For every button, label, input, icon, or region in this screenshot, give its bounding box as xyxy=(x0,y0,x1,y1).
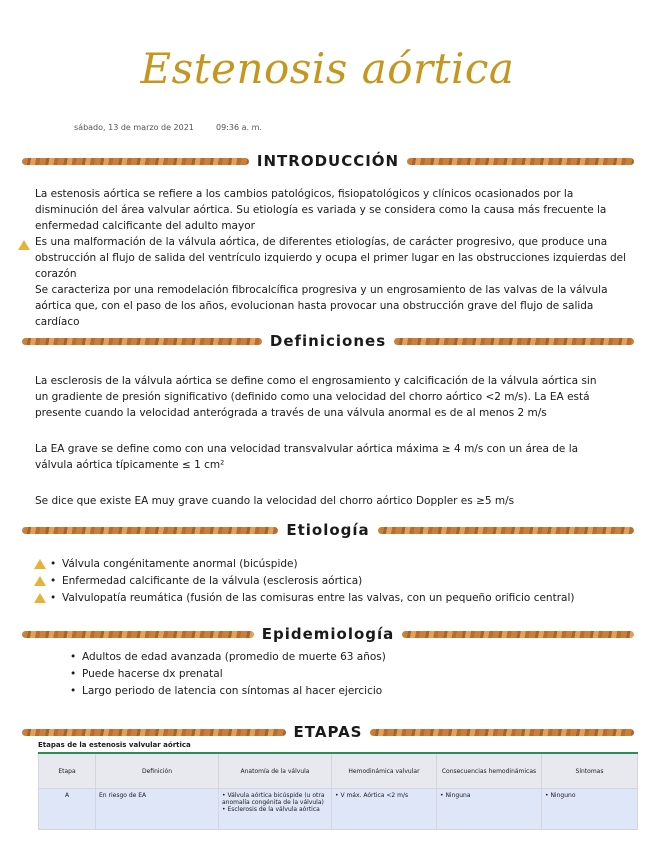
list-item: • Puede hacerse dx prenatal xyxy=(70,666,386,683)
brush-stroke-left xyxy=(22,729,286,736)
page-title: Estenosis aórtica xyxy=(140,44,515,93)
brush-stroke-right xyxy=(370,729,634,736)
brush-stroke-right xyxy=(407,158,634,165)
brush-stroke-right xyxy=(402,631,634,638)
section-heading-definiciones xyxy=(22,329,634,353)
section-title: Etiología xyxy=(286,521,370,539)
section-title: Epidemiología xyxy=(261,625,395,643)
table-cell: • Ninguna xyxy=(437,789,542,830)
warning-icon xyxy=(34,559,46,569)
table-cell: A xyxy=(39,789,96,830)
brush-stroke-left xyxy=(22,631,254,638)
warning-icon xyxy=(18,240,30,250)
column-header: Anatomía de la válvula xyxy=(219,753,332,789)
note-date: sábado, 13 de marzo de 2021 xyxy=(74,123,194,132)
intro-paragraph: La estenosis aórtica se refiere a los cambios patológicos, fisiopatológicos y clínicos ocasionados por la disminución del área valvular aórtica. Su etiología es variada y se considera como la causa más frecuente la enfermedad calcificante del adulto mayor xyxy=(35,188,607,232)
section-title: Definiciones xyxy=(269,332,387,350)
warning-icon xyxy=(34,576,46,586)
epidemiology-list xyxy=(70,649,386,700)
column-header: Consecuencias hemodinámicas xyxy=(437,753,542,789)
definition-paragraph: La EA grave se define como con una velocidad transvalvular aórtica máxima ≥ 4 m/s con un área de la válvula aórtica típicamente ≤ 1 cm² xyxy=(35,443,579,471)
column-header: Síntomas xyxy=(542,753,638,789)
column-header: Definición xyxy=(96,753,219,789)
definition-paragraph: Se dice que existe EA muy grave cuando la velocidad del chorro aórtico Doppler es ≥5 m/s xyxy=(35,495,515,507)
brush-stroke-left xyxy=(22,527,278,534)
table-caption: Etapas de la estenosis valvular aórtica xyxy=(38,741,191,749)
table-cell: • Ninguno xyxy=(542,789,638,830)
column-header: Hemodinámica valvular xyxy=(332,753,437,789)
table-header-row xyxy=(39,753,638,789)
section-heading-introduccion xyxy=(22,149,634,173)
list-item: • Válvula congénitamente anormal (bicúspide) xyxy=(50,556,574,573)
brush-stroke-right xyxy=(378,527,634,534)
brush-stroke-left xyxy=(22,158,249,165)
section-heading-epidemiologia xyxy=(22,622,634,646)
intro-paragraph: Es una malformación de la válvula aórtica, de diferentes etiologías, de carácter progresivo, que produce una obstrucción al flujo de salida del ventrículo izquierdo y ocupa el primer lugar en las obstrucciones izquierdas del corazón xyxy=(35,236,627,280)
list-item: • Enfermedad calcificante de la válvula (esclerosis aórtica) xyxy=(50,573,574,590)
brush-stroke-right xyxy=(394,338,634,345)
list-item: • Valvulopatía reumática (fusión de las comisuras entre las valvas, con un pequeño orificio central) xyxy=(50,590,574,607)
table-cell: En riesgo de EA xyxy=(96,789,219,830)
list-item: • Largo periodo de latencia con síntomas al hacer ejercicio xyxy=(70,683,386,700)
warning-icon xyxy=(34,593,46,603)
table-cell: • Válvula aórtica bicúspide (u otra anomalía congénita de la válvula) • Esclerosis de la válvula aórtica xyxy=(219,789,332,830)
intro-paragraph: Se caracteriza por una remodelación fibrocalcífica progresiva y un engrosamiento de las valvas de la válvula aórtica que, con el paso de los años, evolucionan hasta provocar una obstrucción grave del flujo de salida cardíaco xyxy=(35,284,608,328)
definition-text xyxy=(35,373,600,509)
table-row xyxy=(39,789,638,830)
column-header: Etapa xyxy=(39,753,96,789)
etiology-list xyxy=(50,556,574,607)
section-title: ETAPAS xyxy=(293,723,363,741)
note-time: 09:36 a. m. xyxy=(216,123,262,132)
intro-text xyxy=(35,186,630,330)
brush-stroke-left xyxy=(22,338,262,345)
table-cell: • V máx. Aórtica <2 m/s xyxy=(332,789,437,830)
definition-paragraph: La esclerosis de la válvula aórtica se define como el engrosamiento y calcificación de la válvula aórtica sin un gradiente de presión significativo (definido como una velocidad del chorro aórtico <2 m/s). La EA está presente cuando la velocidad anterógrada a través de una válvula anormal es de al menos 2 m/s xyxy=(35,375,597,419)
list-item: • Adultos de edad avanzada (promedio de muerte 63 años) xyxy=(70,649,386,666)
section-title: INTRODUCCIÓN xyxy=(256,152,400,170)
section-heading-etiologia xyxy=(22,518,634,542)
stages-table xyxy=(38,752,638,830)
